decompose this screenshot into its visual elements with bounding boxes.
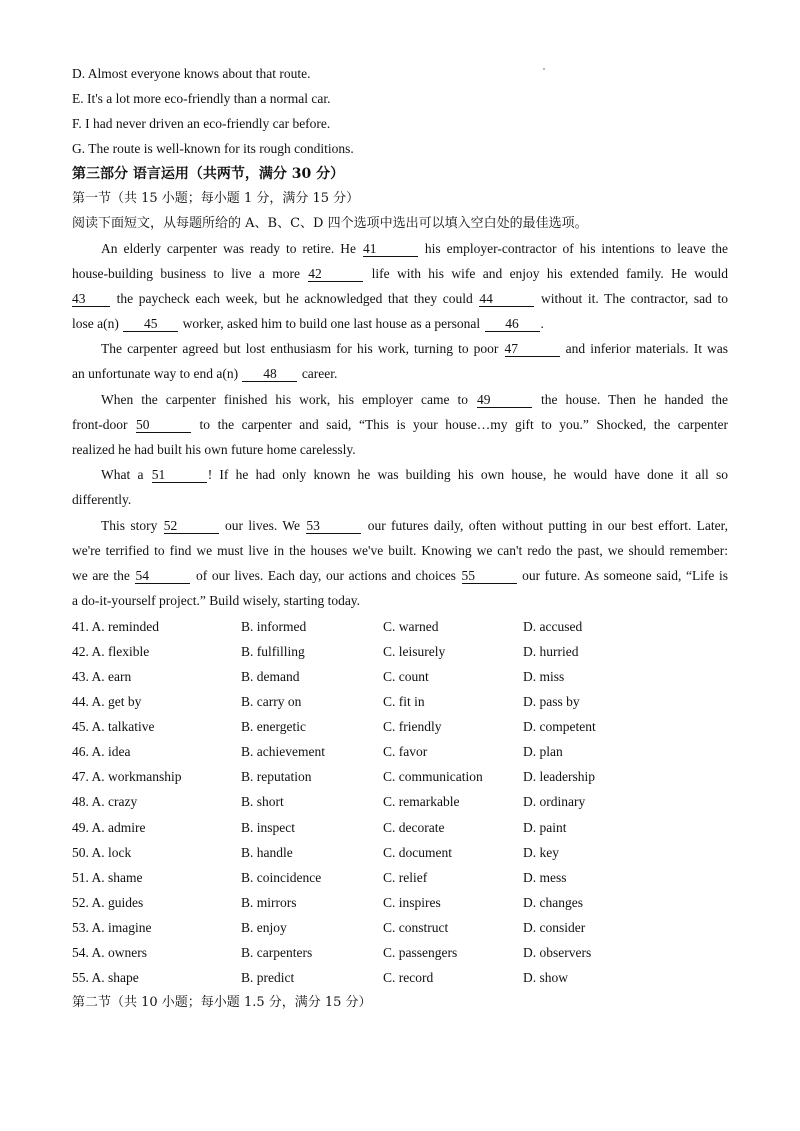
question-50 xyxy=(72,844,728,862)
option-a[interactable]: 50. A. lock xyxy=(72,845,132,860)
prev-option-e: E. It's a lot more eco-friendly than a normal car. xyxy=(72,91,331,106)
blank-41[interactable]: 41 xyxy=(363,242,418,257)
option-d[interactable]: D. hurried xyxy=(523,644,579,659)
passage-line xyxy=(72,240,728,258)
passage-text: front-door xyxy=(72,417,128,432)
passage-line xyxy=(72,265,728,283)
option-a[interactable]: 47. A. workmanship xyxy=(72,769,182,784)
option-d[interactable]: D. observers xyxy=(523,945,592,960)
passage-text: What a xyxy=(101,467,144,482)
blank-42[interactable]: 42 xyxy=(308,267,363,282)
option-a[interactable]: 55. A. shape xyxy=(72,970,139,985)
option-a[interactable]: 49. A. admire xyxy=(72,820,146,835)
passage-line xyxy=(72,567,728,585)
option-b[interactable]: B. enjoy xyxy=(241,920,287,935)
option-c[interactable]: C. count xyxy=(383,669,429,684)
passage-text: to the carpenter and said, “This is your house…my gift to you.” Shocked, the carpenter xyxy=(199,417,729,432)
option-b[interactable]: B. carpenters xyxy=(241,945,313,960)
option-c[interactable]: C. document xyxy=(383,845,452,860)
passage-text: our futures daily, often without putting in our best effort. Later, xyxy=(367,518,728,533)
blank-51[interactable]: 51 xyxy=(152,468,207,483)
passage-text: lose a(n) xyxy=(72,316,119,331)
part3-title: 第三部分 语言运用（共两节，满分 30 分） xyxy=(72,166,345,182)
question-42 xyxy=(72,643,728,661)
passage-text: house-building business to live a more xyxy=(72,266,300,281)
option-d[interactable]: D. accused xyxy=(523,619,583,634)
option-d[interactable]: D. mess xyxy=(523,870,567,885)
option-b[interactable]: B. achievement xyxy=(241,744,325,759)
question-43 xyxy=(72,668,728,686)
option-c[interactable]: C. record xyxy=(383,970,434,985)
option-a[interactable]: 54. A. owners xyxy=(72,945,147,960)
passage-text: The carpenter agreed but lost enthusiasm for his work, turning to poor xyxy=(101,341,499,356)
blank-48[interactable]: 48 xyxy=(242,367,297,382)
passage-line: differently. xyxy=(72,492,132,507)
blank-44[interactable]: 44 xyxy=(479,292,534,307)
option-c[interactable]: C. passengers xyxy=(383,945,458,960)
passage-text: we are the xyxy=(72,568,130,583)
blank-55[interactable]: 55 xyxy=(462,569,517,584)
option-b[interactable]: B. short xyxy=(241,794,284,809)
passage-text: and inferior materials. It was xyxy=(565,341,729,356)
blank-52[interactable]: 52 xyxy=(164,519,219,534)
passage-line: realized he had built his own future home carelessly. xyxy=(72,442,356,457)
passage-line xyxy=(72,340,728,358)
passage-text: an unfortunate way to end a(n) xyxy=(72,366,239,381)
option-d[interactable]: D. competent xyxy=(523,719,596,734)
question-41 xyxy=(72,618,728,636)
passage-text: our future. As someone said, “Life is xyxy=(522,568,729,583)
prev-option-d: D. Almost everyone knows about that route. xyxy=(72,66,311,81)
option-b[interactable]: B. inspect xyxy=(241,820,295,835)
blank-46[interactable]: 46 xyxy=(485,317,540,332)
passage-text: An elderly carpenter was ready to retire. He xyxy=(101,241,356,256)
question-48 xyxy=(72,793,728,811)
passage-text: This story xyxy=(101,518,158,533)
option-c[interactable]: C. decorate xyxy=(383,820,445,835)
passage-text: When the carpenter finished his work, his employer came to xyxy=(101,392,468,407)
option-c[interactable]: C. communication xyxy=(383,769,483,784)
option-b[interactable]: B. coincidence xyxy=(241,870,322,885)
option-d[interactable]: D. paint xyxy=(523,820,567,835)
question-55 xyxy=(72,969,728,987)
prev-option-g: G. The route is well-known for its rough conditions. xyxy=(72,141,354,156)
option-a[interactable]: 42. A. flexible xyxy=(72,644,150,659)
option-c[interactable]: C. warned xyxy=(383,619,439,634)
section1-heading: 第一节（共 15 小题；每小题 1 分，满分 15 分） xyxy=(72,191,360,206)
passage-line: a do-it-yourself project.” Build wisely, starting today. xyxy=(72,593,361,608)
passage-line xyxy=(72,315,728,333)
option-c[interactable]: C. inspires xyxy=(383,895,441,910)
passage-text: his employer-contractor of his intentions to leave the xyxy=(424,241,729,256)
option-b[interactable]: B. reputation xyxy=(241,769,312,784)
passage-text: without it. The contractor, sad to xyxy=(540,291,729,306)
option-d[interactable]: D. leadership xyxy=(523,769,595,784)
passage-line: we're terrified to find we must live in the houses we've built. Knowing we can't redo the past, we should remember: xyxy=(72,543,728,558)
passage-line xyxy=(72,517,728,535)
option-b[interactable]: B. fulfilling xyxy=(241,644,305,659)
option-a[interactable]: 44. A. get by xyxy=(72,694,142,709)
option-b[interactable]: B. carry on xyxy=(241,694,302,709)
section2-heading: 第二节（共 10 小题；每小题 1.5 分，满分 15 分） xyxy=(72,995,372,1010)
blank-53[interactable]: 53 xyxy=(306,519,361,534)
blank-45[interactable]: 45 xyxy=(123,317,178,332)
option-c[interactable]: C. fit in xyxy=(383,694,425,709)
option-a[interactable]: 51. A. shame xyxy=(72,870,143,885)
question-45 xyxy=(72,718,728,736)
question-52 xyxy=(72,894,728,912)
question-51 xyxy=(72,869,728,887)
option-a[interactable]: 48. A. crazy xyxy=(72,794,138,809)
option-b[interactable]: B. mirrors xyxy=(241,895,297,910)
option-c[interactable]: C. remarkable xyxy=(383,794,460,809)
instruction: 阅读下面短文，从每题所给的 A、B、C、D 四个选项中选出可以填入空白处的最佳选项。 xyxy=(72,216,588,231)
passage-line xyxy=(72,466,728,484)
passage-text: . xyxy=(540,316,544,331)
question-49 xyxy=(72,819,728,837)
blank-49[interactable]: 49 xyxy=(477,393,532,408)
option-b[interactable]: B. energetic xyxy=(241,719,306,734)
option-a[interactable]: 52. A. guides xyxy=(72,895,144,910)
option-c[interactable]: C. leisurely xyxy=(383,644,446,659)
passage-line xyxy=(72,391,728,409)
option-d[interactable]: D. show xyxy=(523,970,569,985)
question-47 xyxy=(72,768,728,786)
option-a[interactable]: 53. A. imagine xyxy=(72,920,152,935)
option-c[interactable]: C. friendly xyxy=(383,719,442,734)
option-d[interactable]: D. consider xyxy=(523,920,586,935)
question-44 xyxy=(72,693,728,711)
passage-text: life with his wife and enjoy his extended family. He would xyxy=(371,266,728,281)
option-c[interactable]: C. relief xyxy=(383,870,428,885)
passage-line xyxy=(72,290,728,308)
passage-text: the paycheck each week, but he acknowledged that they could xyxy=(116,291,473,306)
option-b[interactable]: B. demand xyxy=(241,669,300,684)
option-d[interactable]: D. changes xyxy=(523,895,583,910)
blank-54[interactable]: 54 xyxy=(135,569,190,584)
passage-text: our lives. We xyxy=(225,518,300,533)
option-c[interactable]: C. construct xyxy=(383,920,449,935)
option-d[interactable]: D. ordinary xyxy=(523,794,586,809)
passage-text: worker, asked him to build one last house as a personal xyxy=(182,316,481,331)
option-a[interactable]: 46. A. idea xyxy=(72,744,131,759)
blank-47[interactable]: 47 xyxy=(505,342,560,357)
option-a[interactable]: 45. A. talkative xyxy=(72,719,155,734)
question-53 xyxy=(72,919,728,937)
passage-text: of our lives. Each day, our actions and choices xyxy=(196,568,456,583)
passage-text: the house. Then he handed the xyxy=(540,392,729,407)
option-a[interactable]: 41. A. reminded xyxy=(72,619,159,634)
option-b[interactable]: B. predict xyxy=(241,970,295,985)
question-54 xyxy=(72,944,728,962)
option-b[interactable]: B. informed xyxy=(241,619,307,634)
passage-text: ! If he had only known he was building his own house, he would have done it all so xyxy=(207,467,728,482)
option-b[interactable]: B. handle xyxy=(241,845,293,860)
passage-text: career. xyxy=(301,366,338,381)
option-d[interactable]: D. key xyxy=(523,845,559,860)
blank-43[interactable]: 43 xyxy=(72,292,110,307)
prev-option-f: F. I had never driven an eco-friendly car before. xyxy=(72,116,331,131)
option-d[interactable]: D. plan xyxy=(523,744,563,759)
passage-line xyxy=(72,416,728,434)
option-c[interactable]: C. favor xyxy=(383,744,428,759)
question-46 xyxy=(72,743,728,761)
option-d[interactable]: D. pass by xyxy=(523,694,580,709)
blank-50[interactable]: 50 xyxy=(136,418,191,433)
option-a[interactable]: 43. A. earn xyxy=(72,669,132,684)
option-d[interactable]: D. miss xyxy=(523,669,565,684)
passage-line xyxy=(72,365,728,383)
